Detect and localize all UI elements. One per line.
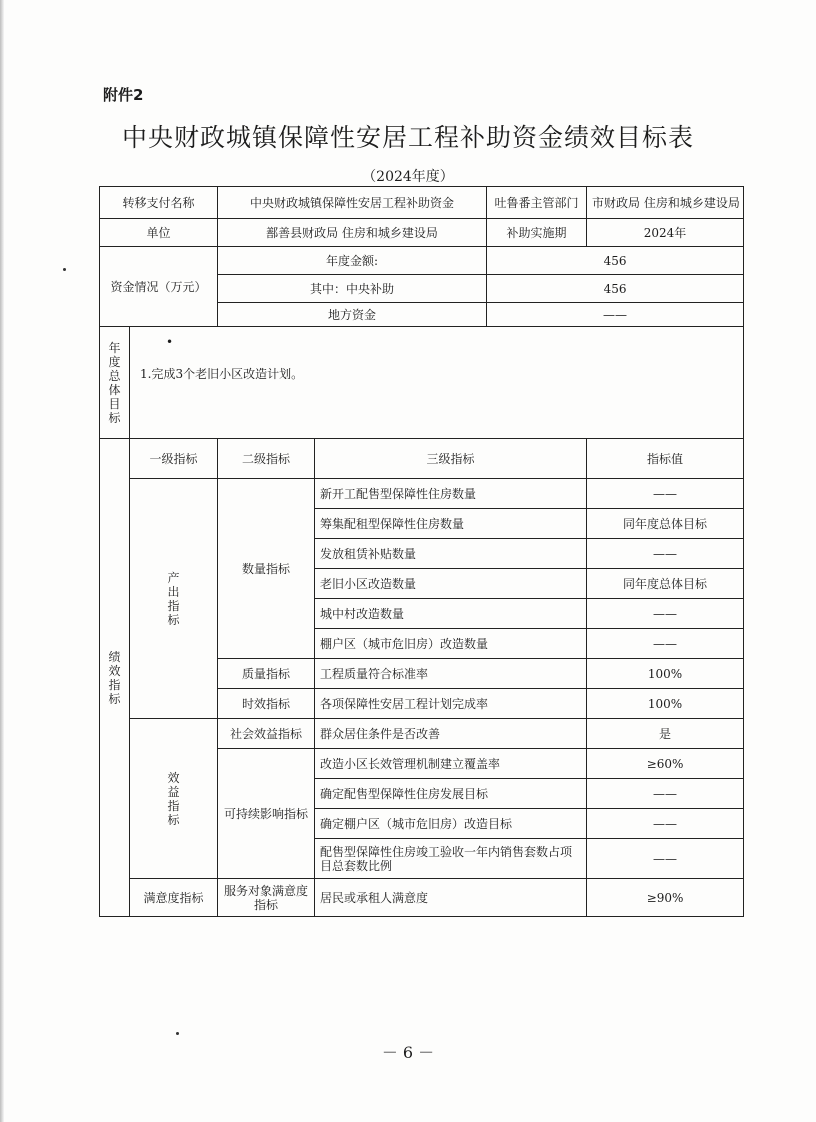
indicator-value: —— xyxy=(587,629,744,659)
scan-speck xyxy=(176,1032,179,1035)
indicator-name: 改造小区长效管理机制建立覆盖率 xyxy=(315,749,587,779)
value-header: 指标值 xyxy=(587,439,744,479)
indicator-value: 同年度总体目标 xyxy=(587,569,744,599)
indicator-name: 居民或承租人满意度 xyxy=(315,879,587,917)
overall-goal-label: 年 度 总 体 目 标 xyxy=(100,327,130,439)
service-satisfaction-label: 服务对象满意度指标 xyxy=(218,879,315,917)
period-label: 补助实施期 xyxy=(487,219,587,247)
benefit-indicators-label: 效 益 指 标 xyxy=(130,719,218,879)
indicator-name: 城中村改造数量 xyxy=(315,599,587,629)
indicator-name: 确定棚户区（城市危旧房）改造目标 xyxy=(315,809,587,839)
indicator-value: 是 xyxy=(587,719,744,749)
level1-header: 一级指标 xyxy=(130,439,218,479)
indicator-name: 各项保障性安居工程计划完成率 xyxy=(315,689,587,719)
goal-bullet: • xyxy=(166,335,174,349)
annual-amount-value: 456 xyxy=(487,247,744,275)
indicator-name: 棚户区（城市危旧房）改造数量 xyxy=(315,629,587,659)
performance-indicators-label: 绩 效 指 标 xyxy=(100,439,130,917)
indicator-value: —— xyxy=(587,809,744,839)
output-indicators-label: 产 出 指 标 xyxy=(130,479,218,719)
quantity-indicators-label: 数量指标 xyxy=(218,479,315,659)
indicator-value: ≥90% xyxy=(587,879,744,917)
scan-speck xyxy=(63,268,66,271)
satisfaction-indicators-label: 满意度指标 xyxy=(130,879,218,917)
table-row xyxy=(100,479,744,509)
goal-text: 1.完成3个老旧小区改造计划。 xyxy=(140,367,304,381)
document-title: 中央财政城镇保障性安居工程补助资金绩效目标表 xyxy=(121,123,694,152)
indicator-name: 确定配售型保障性住房发展目标 xyxy=(315,779,587,809)
indicator-value: —— xyxy=(587,779,744,809)
sustainability-indicators-label: 可持续影响指标 xyxy=(218,749,315,879)
table-row xyxy=(100,879,744,917)
indicator-name: 群众居住条件是否改善 xyxy=(315,719,587,749)
transfer-value: 中央财政城镇保障性安居工程补助资金 xyxy=(218,187,487,219)
indicator-name: 配售型保障性住房竣工验收一年内销售套数占项目总套数比例 xyxy=(315,839,587,879)
dept-label: 吐鲁番主管部门 xyxy=(487,187,587,219)
indicator-name: 发放租赁补贴数量 xyxy=(315,539,587,569)
page-number: － 6 － xyxy=(381,1043,435,1062)
central-subsidy-value: 456 xyxy=(487,275,744,303)
transfer-label: 转移支付名称 xyxy=(100,187,218,219)
local-funds-label: 地方资金 xyxy=(218,303,487,327)
indicator-header-row xyxy=(100,439,744,479)
performance-target-table xyxy=(99,186,744,917)
dept-value: 市财政局 住房和城乡建设局 xyxy=(587,187,744,219)
indicator-value: —— xyxy=(587,839,744,879)
indicator-name: 老旧小区改造数量 xyxy=(315,569,587,599)
annual-amount-label: 年度金额: xyxy=(218,247,487,275)
period-value: 2024年 xyxy=(587,219,744,247)
indicator-value: —— xyxy=(587,479,744,509)
indicator-value: —— xyxy=(587,539,744,569)
overall-goal-row xyxy=(100,327,744,439)
transfer-row xyxy=(100,187,744,219)
timeliness-indicators-label: 时效指标 xyxy=(218,689,315,719)
indicator-value: ≥60% xyxy=(587,749,744,779)
unit-value: 鄯善县财政局 住房和城乡建设局 xyxy=(218,219,487,247)
funding-label: 资金情况（万元） xyxy=(100,247,218,327)
social-benefit-label: 社会效益指标 xyxy=(218,719,315,749)
local-funds-value: —— xyxy=(487,303,744,327)
annex-label: 附件2 xyxy=(103,86,144,104)
table-row xyxy=(100,719,744,749)
unit-label: 单位 xyxy=(100,219,218,247)
indicator-value: 100% xyxy=(587,659,744,689)
overall-goal-content xyxy=(130,327,744,439)
unit-row xyxy=(100,219,744,247)
indicator-value: 100% xyxy=(587,689,744,719)
indicator-name: 新开工配售型保障性住房数量 xyxy=(315,479,587,509)
level2-header: 二级指标 xyxy=(218,439,315,479)
level3-header: 三级指标 xyxy=(315,439,587,479)
indicator-name: 筹集配租型保障性住房数量 xyxy=(315,509,587,539)
central-subsidy-label: 其中：中央补助 xyxy=(218,275,487,303)
indicator-name: 工程质量符合标准率 xyxy=(315,659,587,689)
indicator-value: —— xyxy=(587,599,744,629)
year-label: （2024年度） xyxy=(362,169,454,185)
funding-annual-row xyxy=(100,247,744,275)
quality-indicators-label: 质量指标 xyxy=(218,659,315,689)
indicator-value: 同年度总体目标 xyxy=(587,509,744,539)
